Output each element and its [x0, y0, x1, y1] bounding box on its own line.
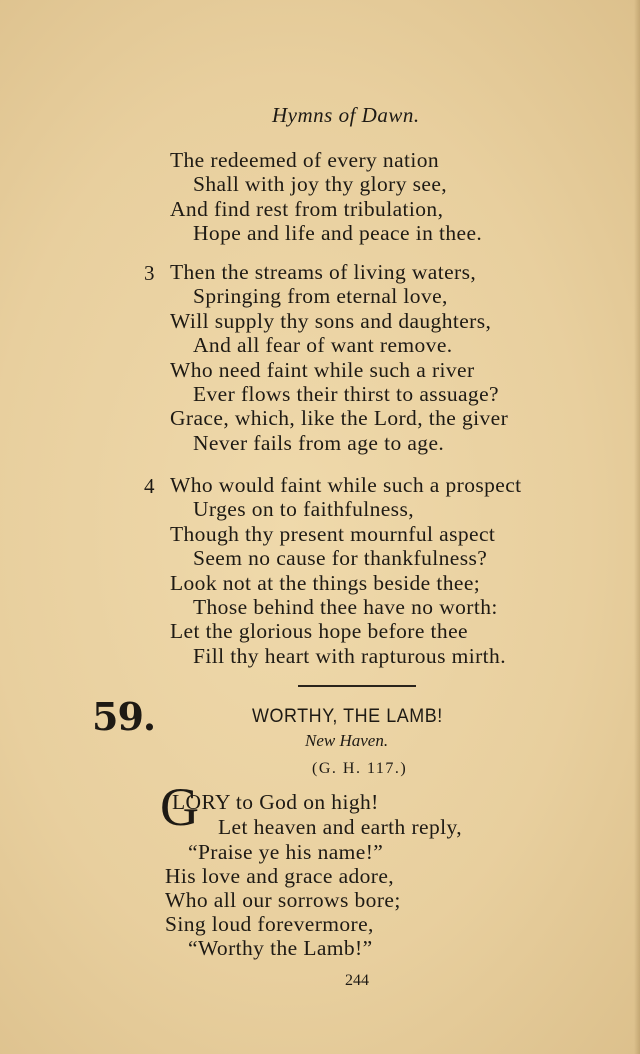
- stanza-number: 3: [144, 261, 155, 285]
- section-divider: [298, 685, 416, 687]
- verse-line: Seem no cause for thankfulness?: [193, 546, 488, 571]
- verse-line: Who need faint while such a river: [170, 357, 475, 382]
- running-header: Hymns of Dawn.: [272, 103, 420, 127]
- verse-line: The redeemed of every nation: [170, 148, 440, 172]
- hymn-reference: (G. H. 117.): [312, 760, 408, 777]
- verse-line: Look not at the things beside thee;: [170, 570, 481, 595]
- verse-line: Springing from eternal love,: [193, 284, 448, 309]
- verse-line: Who would faint while such a prospect: [170, 473, 522, 497]
- hymn-number: 59.: [92, 694, 156, 739]
- verse-line: Hope and life and peace in thee.: [193, 221, 483, 246]
- verse-line: And all fear of want remove.: [193, 333, 453, 358]
- hymn-line: “Worthy the Lamb!”: [188, 936, 373, 960]
- verse-line: Fill thy heart with rapturous mirth.: [193, 643, 506, 668]
- drop-cap: G: [160, 777, 199, 837]
- page-number: 244: [345, 972, 369, 989]
- hymn-line: “Praise ye his name!”: [188, 840, 384, 864]
- tune-name: New Haven.: [305, 731, 389, 750]
- verse-line: Grace, which, like the Lord, the giver: [170, 406, 509, 431]
- verse-line: And find rest from tribulation,: [170, 196, 444, 221]
- verse-line: Shall with joy thy glory see,: [193, 172, 448, 197]
- verse-line: Those behind thee have no worth:: [193, 595, 498, 619]
- verse-line: Urges on to faithfulness,: [193, 497, 414, 522]
- page-edge-shadow: [634, 0, 640, 1054]
- verse-line: Ever flows their thirst to assuage?: [193, 382, 499, 406]
- verse-line: Never fails from age to age.: [193, 430, 445, 455]
- hymn-line: His love and grace adore,: [165, 864, 395, 888]
- hymn-title: WORTHY, THE LAMB!: [252, 705, 443, 727]
- hymn-line: Sing loud forevermore,: [165, 912, 374, 936]
- hymn-line: LORY to God on high!: [172, 790, 379, 814]
- verse-line: Will supply thy sons and daughters,: [170, 308, 492, 333]
- hymn-line: Who all our sorrows bore;: [165, 888, 401, 912]
- verse-line: Let the glorious hope before thee: [170, 619, 468, 644]
- stanza-number: 4: [144, 474, 155, 498]
- hymn-line: Let heaven and earth reply,: [218, 815, 462, 839]
- verse-line: Though thy present mournful aspect: [170, 521, 496, 546]
- verse-line: Then the streams of living waters,: [170, 260, 477, 284]
